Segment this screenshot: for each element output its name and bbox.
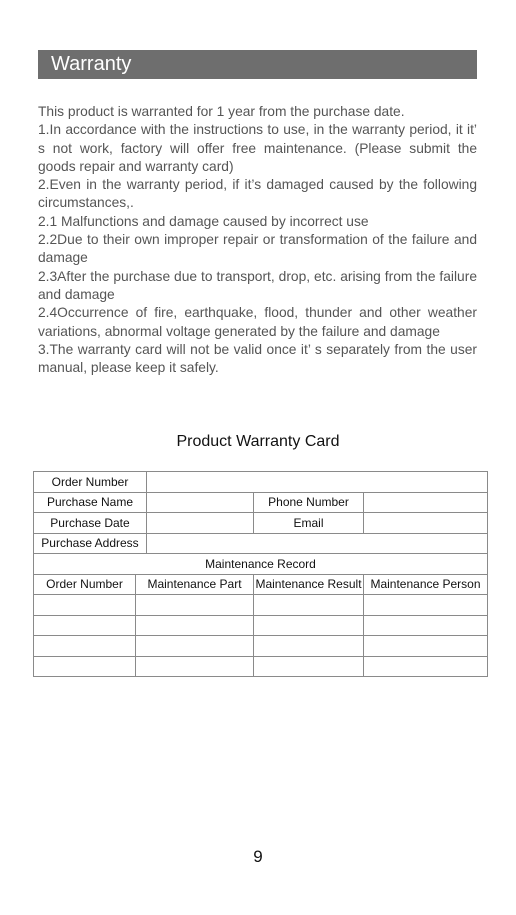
warranty-paragraph: 3.The warranty card will not be valid once it’ s separately from the user manual, please keep it safely. (38, 341, 477, 376)
table-cell[interactable] (136, 615, 254, 636)
table-cell[interactable] (364, 636, 488, 657)
table-cell[interactable] (364, 615, 488, 636)
warranty-paragraph: 2.2Due to their own improper repair or transformation of the failure and damage (38, 232, 477, 266)
phone-number-field[interactable] (364, 492, 488, 513)
section-header (38, 50, 477, 79)
email-field[interactable] (364, 513, 488, 534)
table-cell[interactable] (254, 595, 364, 616)
warranty-card-table (33, 471, 488, 677)
column-header: Maintenance Part (136, 574, 254, 595)
table-row (34, 656, 488, 677)
page-number: 9 (253, 847, 263, 866)
table-cell[interactable] (34, 636, 136, 657)
warranty-paragraph: 2.4Occurrence of fire, earthquake, flood, thunder and other weather variations, abnormal voltage generated by the failure and damage (38, 305, 477, 339)
warranty-paragraph: 1.In accordance with the instructions to use, in the warranty period, it it’ s not work, factory will offer free maintenance. (Please submit the goods repair and warranty card) (38, 122, 477, 174)
table-row (34, 472, 488, 493)
table-row (34, 513, 488, 534)
table-cell[interactable] (136, 656, 254, 677)
phone-number-label: Phone Number (254, 492, 364, 513)
purchase-name-label: Purchase Name (34, 492, 147, 513)
table-row (34, 533, 488, 554)
section-title: Warranty (51, 53, 132, 75)
table-cell[interactable] (254, 656, 364, 677)
table-row (34, 595, 488, 616)
purchase-name-field[interactable] (147, 492, 254, 513)
table-cell[interactable] (364, 595, 488, 616)
table-cell[interactable] (34, 656, 136, 677)
table-cell[interactable] (254, 636, 364, 657)
table-cell[interactable] (136, 636, 254, 657)
table-row (34, 636, 488, 657)
email-label: Email (254, 513, 364, 534)
purchase-date-label: Purchase Date (34, 513, 147, 534)
table-cell[interactable] (136, 595, 254, 616)
table-cell[interactable] (34, 615, 136, 636)
warranty-paragraph: 2.Even in the warranty period, if it’s damaged caused by the following circumstances,. (38, 177, 477, 211)
purchase-address-label: Purchase Address (34, 533, 147, 554)
warranty-terms (38, 103, 477, 377)
column-header: Maintenance Person (364, 574, 488, 595)
purchase-date-field[interactable] (147, 513, 254, 534)
warranty-paragraph: 2.3After the purchase due to transport, drop, etc. arising from the failure and damage (38, 268, 477, 302)
order-number-label: Order Number (34, 472, 147, 493)
table-cell[interactable] (34, 595, 136, 616)
card-title: Product Warranty Card (176, 433, 340, 450)
column-header: Order Number (34, 574, 136, 595)
table-row (34, 492, 488, 513)
table-row (34, 554, 488, 575)
table-row (34, 615, 488, 636)
maintenance-record-heading: Maintenance Record (34, 554, 488, 575)
table-header-row (34, 574, 488, 595)
warranty-paragraph: This product is warranted for 1 year from the purchase date. (38, 104, 405, 119)
column-header: Maintenance Result (254, 574, 364, 595)
warranty-paragraph: 2.1 Malfunctions and damage caused by incorrect use (38, 213, 369, 229)
table-cell[interactable] (254, 615, 364, 636)
table-cell[interactable] (364, 656, 488, 677)
purchase-address-field[interactable] (147, 533, 488, 554)
order-number-field[interactable] (147, 472, 488, 493)
